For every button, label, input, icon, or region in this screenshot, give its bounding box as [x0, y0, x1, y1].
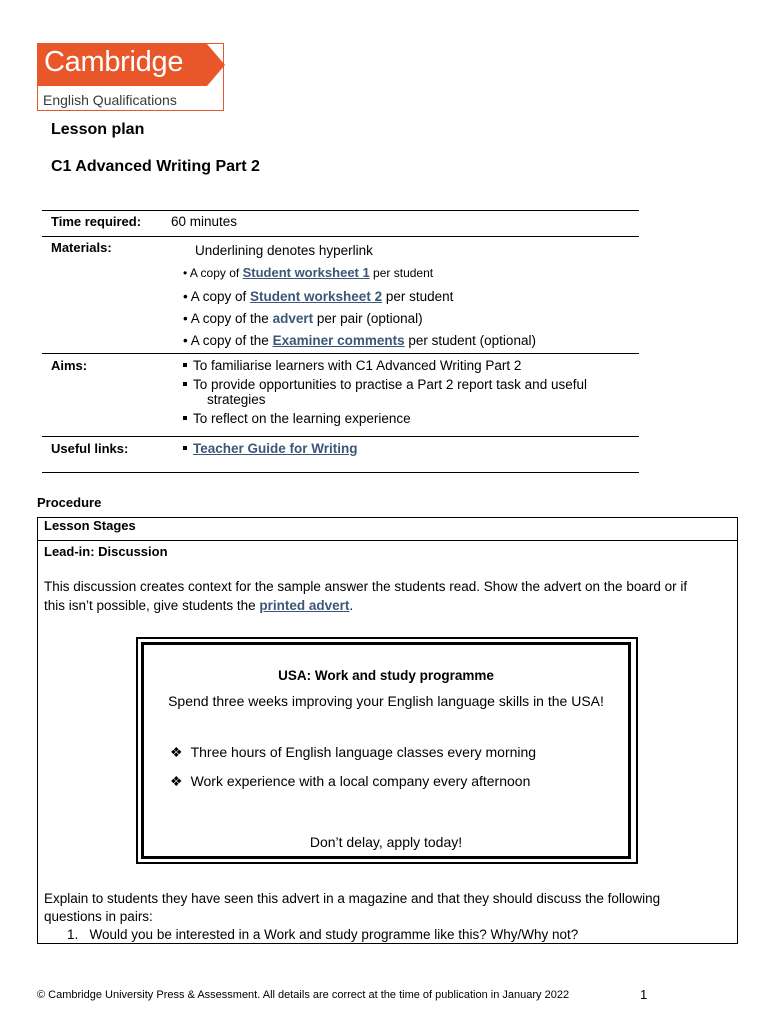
square-bullet-icon — [183, 416, 187, 420]
teacher-guide-link[interactable]: Teacher Guide for Writing — [193, 441, 358, 456]
explain-text-line1: Explain to students they have seen this advert in a magazine and that they should discuss the following — [44, 891, 661, 906]
advert-bullet: ❖ Three hours of English language classes every morning — [170, 744, 537, 760]
aims-item-continuation: strategies — [207, 392, 266, 407]
square-bullet-icon — [183, 446, 187, 450]
student-worksheet-1-link[interactable]: Student worksheet 1 — [242, 265, 370, 280]
cambridge-logo — [37, 43, 224, 111]
printed-advert-link[interactable]: printed advert — [259, 598, 350, 613]
materials-item: • A copy of the Examiner comments per student (optional) — [183, 333, 536, 348]
diamond-bullet-icon: ❖ — [170, 773, 183, 789]
time-value: 60 minutes — [171, 214, 238, 229]
time-label: Time required: — [51, 214, 142, 229]
examiner-comments-link[interactable]: Examiner comments — [272, 333, 405, 348]
explain-text-line2: questions in pairs: — [44, 909, 153, 924]
intro-text-line1: This discussion creates context for the sample answer the students read. Show the advert on the board or if — [44, 579, 688, 594]
advert-link[interactable]: advert — [272, 311, 314, 326]
useful-links-label: Useful links: — [51, 441, 129, 456]
bullet-dot-icon: • — [183, 333, 188, 348]
advert-closing: Don’t delay, apply today! — [309, 834, 463, 850]
advert-bullet: ❖ Work experience with a local company every afternoon — [170, 773, 531, 789]
useful-links-item — [183, 441, 358, 456]
aims-item: To provide opportunities to practise a Part 2 report task and useful — [183, 377, 587, 392]
procedure-heading: Procedure — [37, 495, 102, 510]
advert-title: USA: Work and study programme — [278, 668, 494, 683]
table-rule — [42, 353, 639, 354]
bullet-dot-icon: • — [183, 311, 188, 326]
question-item: 1. Would you be interested in a Work and study programme like this? Why/Why not? — [67, 927, 579, 942]
materials-item: • A copy of Student worksheet 1 per student — [183, 265, 434, 280]
square-bullet-icon — [183, 363, 187, 367]
table-rule — [42, 236, 639, 237]
bullet-dot-icon: • — [183, 266, 188, 280]
stage-title: Lead-in: Discussion — [44, 544, 168, 559]
square-bullet-icon — [183, 382, 187, 386]
logo-wordmark: Cambridge — [44, 46, 184, 78]
aims-item: To reflect on the learning experience — [183, 411, 411, 426]
diamond-bullet-icon: ❖ — [170, 744, 183, 760]
lesson-stages-header: Lesson Stages — [44, 518, 136, 533]
table-rule — [42, 436, 639, 437]
table-rule — [42, 472, 639, 473]
page-number: 1 — [640, 987, 648, 1002]
materials-item: • A copy of the advert per pair (optional) — [183, 311, 423, 326]
page-title: C1 Advanced Writing Part 2 — [51, 158, 260, 175]
footer-copyright: © Cambridge University Press & Assessment. All details are correct at the time of publication in January 2022 — [37, 989, 570, 1001]
materials-note: Underlining denotes hyperlink — [195, 243, 373, 258]
student-worksheet-2-link[interactable]: Student worksheet 2 — [250, 289, 383, 304]
table-rule — [37, 540, 738, 541]
logo-subtitle: English Qualifications — [43, 92, 177, 108]
aims-label: Aims: — [51, 358, 88, 373]
doc-type-heading: Lesson plan — [51, 121, 145, 138]
materials-label: Materials: — [51, 240, 112, 255]
table-rule — [42, 210, 639, 211]
aims-item: To familiarise learners with C1 Advanced Writing Part 2 — [183, 358, 521, 373]
materials-item: • A copy of Student worksheet 2 per student — [183, 289, 454, 304]
advert-subtitle: Spend three weeks improving your English language skills in the USA! — [168, 693, 604, 709]
intro-text-line2: this isn’t possible, give students the printed advert. — [44, 598, 354, 613]
bullet-dot-icon: • — [183, 289, 188, 304]
